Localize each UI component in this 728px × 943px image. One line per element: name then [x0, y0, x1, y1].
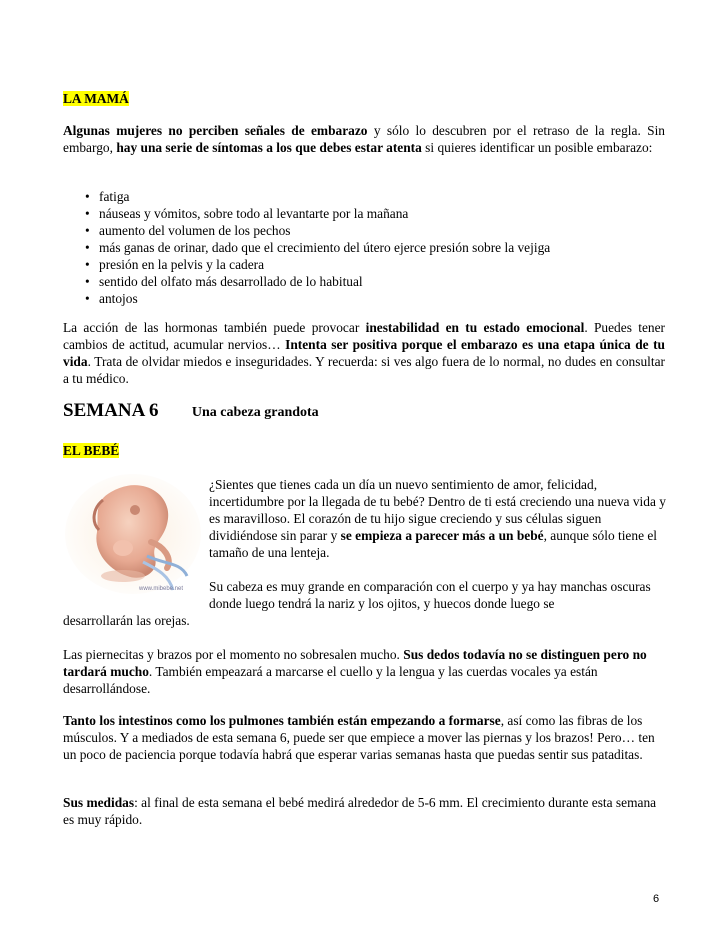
symptom-item [63, 239, 665, 256]
hormones-paragraph [63, 319, 665, 387]
bullet-icon: • [85, 291, 90, 306]
symptom-label: náuseas y vómitos, sobre todo al levantarte por la mañana [99, 206, 409, 221]
symptom-item [63, 205, 665, 222]
symptom-item [63, 222, 665, 239]
symptom-item [63, 273, 665, 290]
text-run: . Puedes tener cambios de actitud, acumular nervios… [63, 320, 665, 352]
text-run: , aunque sólo tiene el tamaño de una lenteja. [209, 528, 658, 560]
text-run: y sólo lo descubren por el retraso de la regla. Sin embargo, [63, 123, 666, 155]
symptom-label: más ganas de orinar, dado que el crecimiento del útero ejerce presión sobre la vejiga [99, 240, 551, 255]
bullet-icon: • [85, 206, 90, 221]
bullet-icon: • [85, 240, 90, 255]
bullet-icon: • [85, 189, 90, 204]
bebe-heading: EL BEBÉ [63, 443, 120, 458]
bold-text-run: se empieza a parecer más a un bebé [340, 528, 544, 543]
text-run: . Trata de olvidar miedos e inseguridades. Y recuerda: si ves algo fuera de lo normal, no dudes en consultar a tu médico. [63, 354, 665, 386]
bold-text-run: Sus medidas [63, 795, 135, 810]
text-run: ¿Sientes que tienes cada un día un nuevo sentimiento de amor, felicidad, incertidumbre por la llegada de tu bebé? Dentro de ti está creciendo una nueva vida y es maravilloso. El corazón de tu hijo sigue creciendo y sus células siguen dividiéndose sin parar y [209, 477, 666, 543]
bullet-icon: • [85, 257, 90, 272]
embryo-illustration [63, 472, 203, 597]
bebe-paragraph-3 [63, 646, 665, 697]
bold-text-run: Sus dedos todavía no se distinguen pero no tardará mucho [63, 647, 647, 679]
text-run: si quieres identificar un posible embarazo: [421, 140, 653, 155]
text-run: : al final de esta semana el bebé medirá alrededor de 5-6 mm. El crecimiento durante esta semana es muy rápido. [63, 795, 657, 827]
symptom-label: presión en la pelvis y la cadera [99, 257, 265, 272]
bold-text-run: Tanto los intestinos como los pulmones también están empezando a formarse [63, 713, 501, 728]
page-number: 6 [653, 893, 660, 905]
mama-intro [63, 122, 665, 156]
symptom-item [63, 290, 665, 307]
bullet-icon: • [85, 223, 90, 238]
bullet-icon: • [85, 274, 90, 289]
bold-text-run: inestabilidad en tu estado emocional [365, 320, 585, 335]
symptom-list [63, 188, 665, 307]
mama-heading: LA MAMÁ [63, 91, 129, 106]
bold-text-run: hay una serie de síntomas a los que debes estar atenta [116, 140, 422, 155]
bebe-paragraph-1 [209, 476, 667, 561]
mama-heading-wrap [63, 90, 129, 107]
symptom-item [63, 188, 665, 205]
bebe-paragraph-5 [63, 794, 665, 828]
week-subtitle: Una cabeza grandota [191, 405, 319, 420]
image-watermark: www.mibebe.net [139, 586, 184, 592]
bold-text-run: Algunas mujeres no perciben señales de embarazo [63, 123, 368, 138]
embryo-image [63, 472, 203, 597]
week-header [63, 402, 665, 421]
text-run: La acción de las hormonas también puede provocar [63, 320, 366, 335]
symptom-label: fatiga [99, 189, 130, 204]
bold-text-run: Intenta ser positiva porque el embarazo es una etapa única de tu vida [63, 337, 665, 369]
symptom-item [63, 256, 665, 273]
symptom-label: antojos [99, 291, 138, 306]
text-run: , así como las fibras de los músculos. Y a mediados de esta semana 6, puede ser que empiece a mover las piernas y los brazos! Pero… ten un poco de paciencia porque todavía habrá que esperar varias semanas hasta que puedas sentir sus pataditas. [63, 713, 655, 762]
symptom-label: sentido del olfato más desarrollado de lo habitual [99, 274, 363, 289]
bebe-paragraph-4 [63, 712, 665, 763]
bebe-heading-wrap [63, 442, 119, 459]
bebe-paragraph-2b: desarrollarán las orejas. [63, 613, 190, 628]
text-run: . También empeazará a marcarse el cuello y la lengua y las cuerdas vocales ya están desarrollándose. [63, 664, 598, 696]
bebe-paragraph-2a: Su cabeza es muy grande en comparación con el cuerpo y ya hay manchas oscuras donde luego tendrá la nariz y los ojitos, y huecos donde luego se [209, 579, 651, 611]
text-run: Las piernecitas y brazos por el momento no sobresalen mucho. [63, 647, 404, 662]
week-title: SEMANA 6 [63, 400, 159, 421]
symptom-label: aumento del volumen de los pechos [99, 223, 291, 238]
